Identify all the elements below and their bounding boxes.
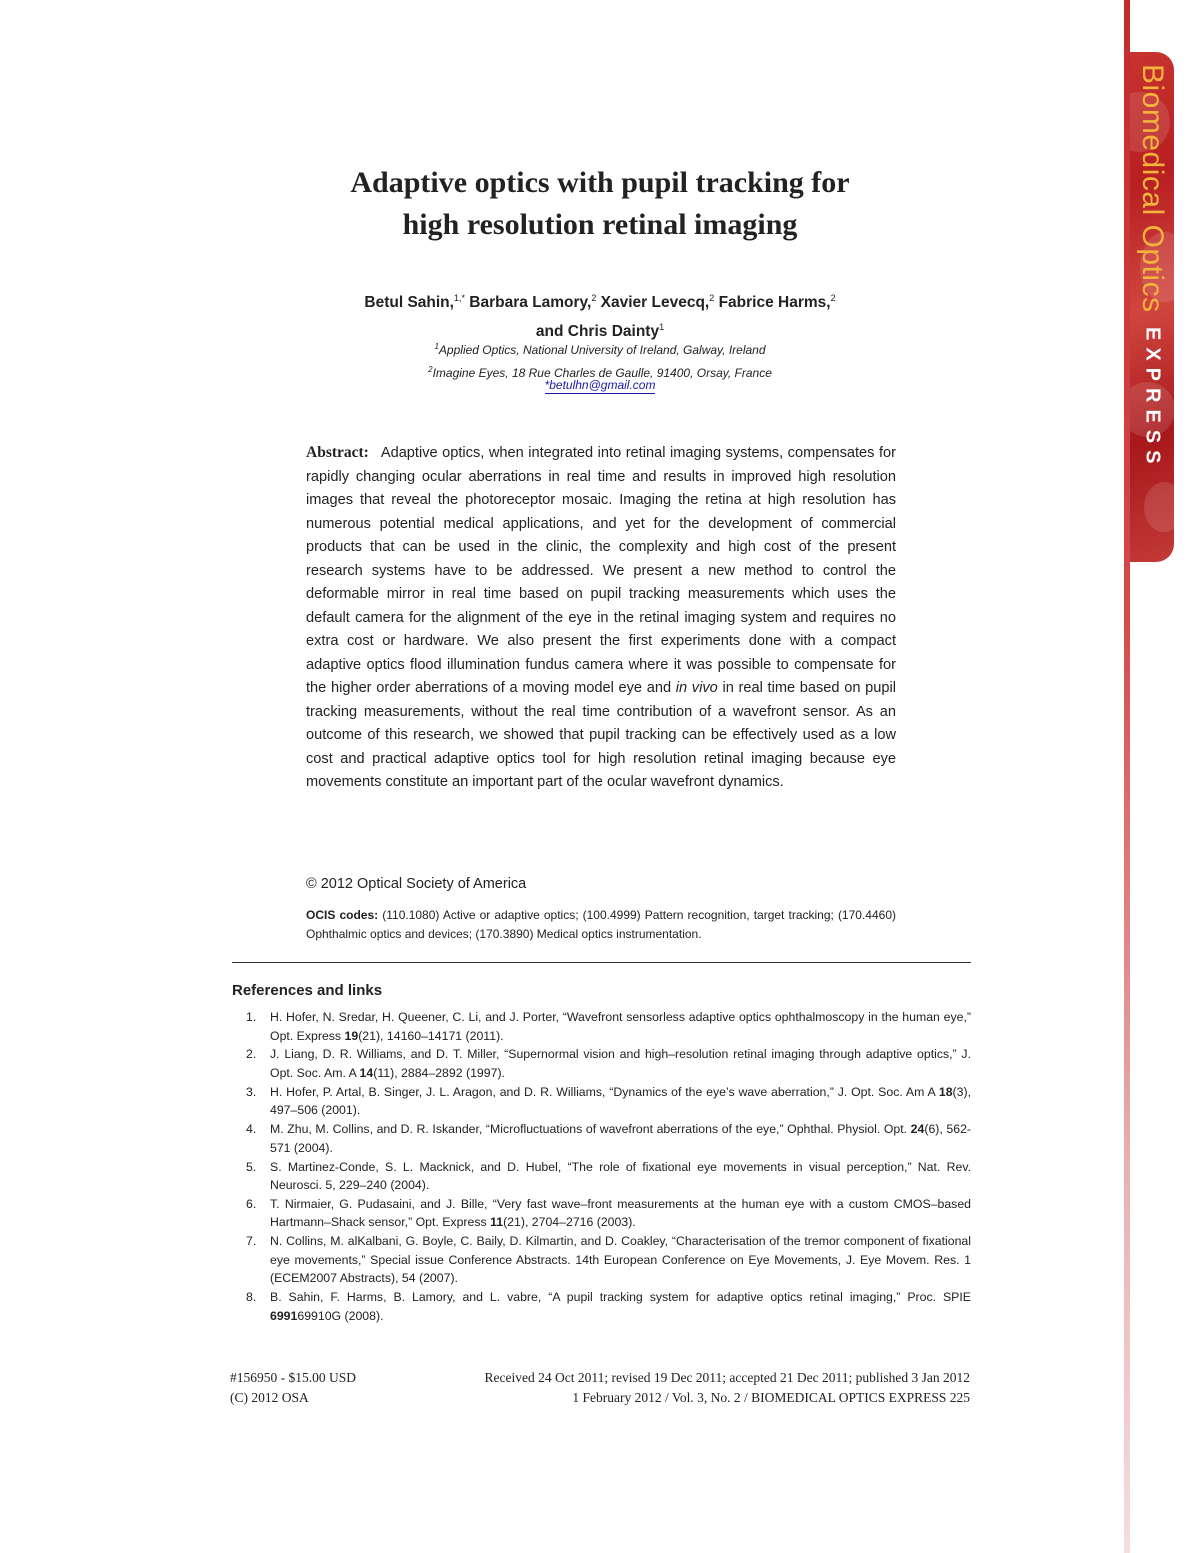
reference-list	[232, 1008, 971, 1326]
section-divider	[232, 962, 971, 963]
reference-item: 2. J. Liang, D. R. Williams, and D. T. Miller, “Supernormal vision and high–resolution retinal imaging through adaptive optics,” J. Opt. Soc. Am. A 14(11), 2884–2892 (1997).	[246, 1047, 971, 1080]
reference-item: 7. N. Collins, M. alKalbani, G. Boyle, C. Baily, D. Kilmartin, and D. Coakley, “Characterisation of the tremor component of fixational eye movements,” Special issue Conference Abstracts. 14th European Conference on Eye Movements, J. Eye Movem. Res. 1 (ECEM2007 Abstracts), 54 (2007).	[246, 1234, 971, 1286]
journal-banner	[1130, 52, 1174, 562]
affiliation-line: $^2$Imagine Eyes, 18 Rue Charles de Gaulle, 91400, Orsay, France	[428, 365, 772, 380]
journal-banner-text	[1132, 64, 1172, 554]
affiliations	[250, 337, 950, 383]
journal-suffix: EXPRESS	[1141, 326, 1164, 471]
reference-item: 4. M. Zhu, M. Collins, and D. R. Iskander, “Microfluctuations of wavefront aberrations of the eye,” Ophthal. Physiol. Opt. 24(6), 562-571 (2004).	[246, 1122, 971, 1155]
abstract	[306, 441, 896, 795]
footer-dates: Received 24 Oct 2011; revised 19 Dec 2011; accepted 21 Dec 2011; published 3 Jan 2012	[484, 1370, 970, 1385]
ocis-label: OCIS codes:	[306, 908, 379, 922]
author-affil-mark: 1	[659, 322, 665, 332]
title-line: high resolution retinal imaging	[402, 208, 798, 241]
ocis-codes	[306, 906, 896, 944]
footer-price: #156950 - $15.00 USD	[230, 1370, 357, 1385]
reference-item: 1. H. Hofer, N. Sredar, H. Queener, C. Li, and J. Porter, “Wavefront sensorless adaptive optics ophthalmoscopy in the human eye,” Opt. Express 19(21), 14160–14171 (2011).	[246, 1010, 971, 1043]
reference-item: 8. B. Sahin, F. Harms, B. Lamory, and L. vabre, “A pupil tracking system for adaptive optics retinal imaging,” Proc. SPIE 699169910G (2008).	[246, 1290, 971, 1323]
references-heading: References and links	[232, 982, 383, 999]
author-affil-mark: 2	[709, 293, 715, 303]
email-link[interactable]: *betulhn@gmail.com	[544, 378, 656, 392]
author-line	[250, 286, 950, 315]
abstract-italic: in vivo	[675, 680, 718, 696]
abstract-label: Abstract:	[306, 444, 369, 461]
author-name: Barbara Lamory,	[469, 294, 592, 311]
reference-item: 6. T. Nirmaier, G. Pudasaini, and J. Bille, “Very fast wave–front measurements at the human eye with a custom CMOS–based Hartmann–Shack sensor,” Opt. Express 11(21), 2704–2716 (2003).	[246, 1196, 971, 1230]
affiliation-line: $^1$Applied Optics, National University of Ireland, Galway, Ireland	[434, 342, 766, 357]
journal-name: Biomedical Optics	[1136, 64, 1169, 313]
abstract-text: Adaptive optics, when integrated into retinal imaging systems, compensates for rapidly changing ocular aberrations in real time and results in improved high resolution images that reveal the photoreceptor mosaic. Imaging the retina at high resolution has numerous potential medical applications, and yet for the development of commercial products that can be used in the clinic, the complexity and high cost of the present research systems have to be addressed. We present a new method to control the deformable mirror in real time based on pupil tracking measurements which uses the default camera for the alignment of the eye in the retinal imaging system and requires no extra cost or hardware. We also present the first experiments done with a compact adaptive optics flood illumination fundus camera where it was possible to compensate for the higher order aberrations of a moving model eye and	[306, 445, 896, 696]
abstract-text: in real time based on pupil tracking measurements, without the real time contribution of a wavefront sensor. As an outcome of this research, we showed that pupil tracking can be effectively used as a low cost and practical adaptive optics tool for high resolution retinal imaging because eye movements constitute an important part of the ocular wavefront dynamics.	[306, 680, 896, 790]
author-name: Fabrice Harms,	[718, 294, 831, 311]
author-name: Xavier Levecq,	[600, 294, 710, 311]
author-name: Betul Sahin,	[364, 294, 454, 311]
author-affil-mark: 2	[830, 293, 836, 303]
footer-citation: 1 February 2012 / Vol. 3, No. 2 / BIOMEDICAL OPTICS EXPRESS 225	[572, 1390, 970, 1405]
copyright: © 2012 Optical Society of America	[306, 876, 527, 892]
reference-item: 5. S. Martinez-Conde, S. L. Macknick, and D. Hubel, “The role of fixational eye movements in visual perception,” Nat. Rev. Neurosci. 5, 229–240 (2004).	[246, 1159, 971, 1193]
reference-item: 3. H. Hofer, P. Artal, B. Singer, J. L. Aragon, and D. R. Williams, “Dynamics of the eye’s wave aberration,” J. Opt. Soc. Am A 18(3), 497–506 (2001).	[246, 1084, 971, 1118]
author-list	[250, 286, 950, 344]
author-name: and Chris Dainty	[535, 323, 660, 340]
author-affil-mark: 2	[591, 293, 597, 303]
email-link-wrap	[250, 378, 950, 392]
author-affil-mark: 1,*	[453, 293, 465, 303]
paper-title	[250, 162, 950, 246]
ocis-text: (110.1080) Active or adaptive optics; (100.4999) Pattern recognition, target tracking; (170.4460) Ophthalmic optics and devices; (170.3890) Medical optics instrumentation.	[306, 908, 896, 941]
title-line: Adaptive optics with pupil tracking for	[350, 166, 850, 199]
page-footer	[230, 1368, 970, 1408]
footer-copyright: (C) 2012 OSA	[230, 1390, 309, 1405]
